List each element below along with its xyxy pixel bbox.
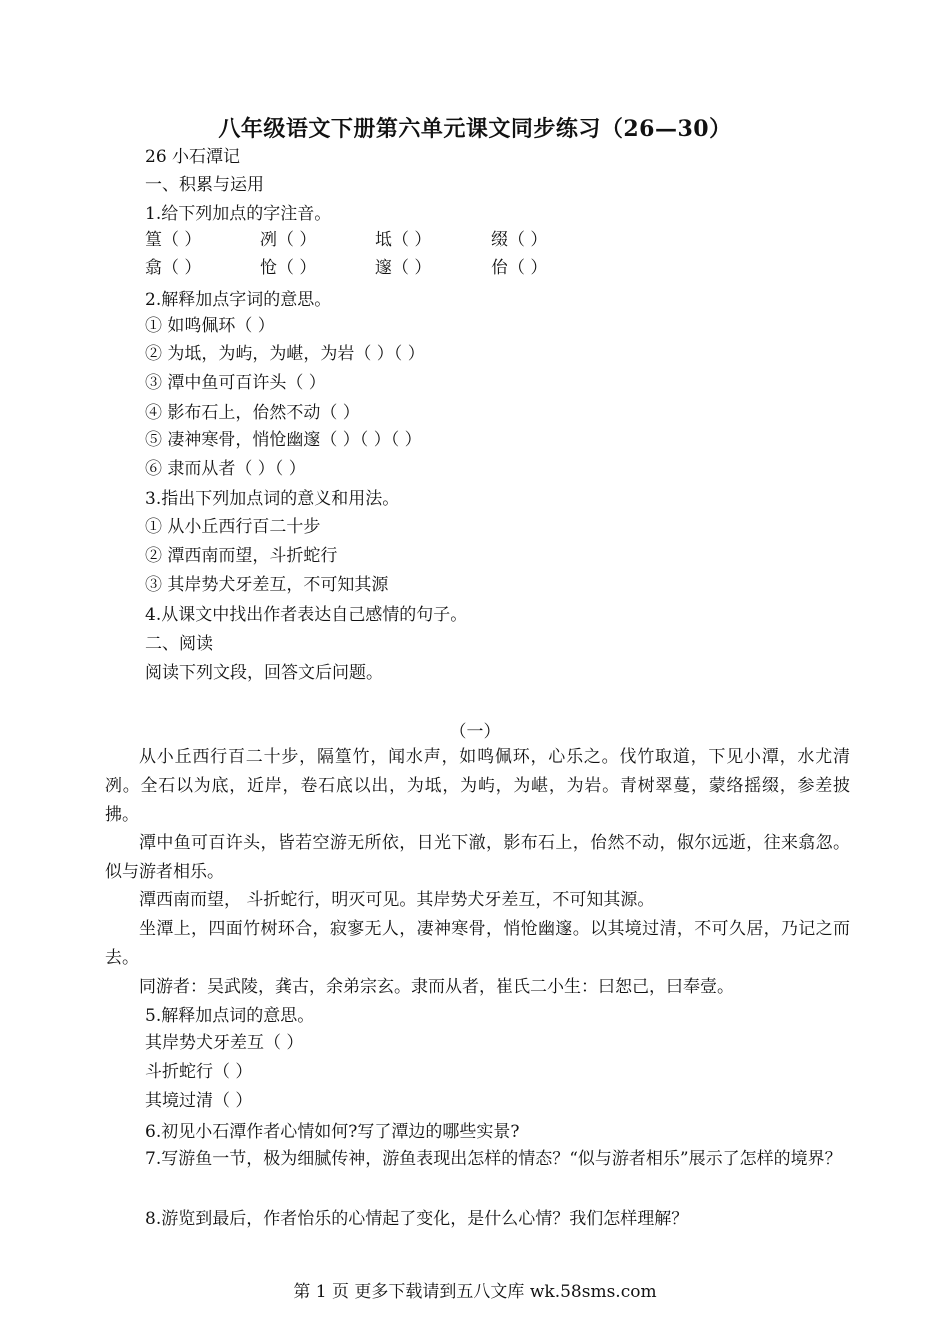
pinyin-item: 篁（ ） xyxy=(145,230,202,250)
passage-paragraph: 潭中鱼可百许头，皆若空游无所依，日光下澈，影布石上，佁然不动，俶尔远逝，往来翕忽。似与游者相乐。 xyxy=(105,833,850,882)
passage-paragraph: 潭西南而望， 斗折蛇行，明灭可见。其岸势犬牙差互，不可知其源。 xyxy=(139,890,655,910)
page-title: 八年级语文下册第六单元课文同步练习（26—30） xyxy=(218,116,732,142)
question-3: 3.指出下列加点词的意义和用法。 xyxy=(145,489,400,509)
question-3-item: ③ 其岸势犬牙差互，不可知其源 xyxy=(145,575,389,595)
question-5-item: 其境过清（ ） xyxy=(145,1091,253,1111)
question-5-item: 其岸势犬牙差互（ ） xyxy=(145,1033,304,1053)
question-2-item: ④ 影布石上，佁然不动（ ） xyxy=(145,403,360,423)
question-5: 5.解释加点词的意思。 xyxy=(145,1006,315,1026)
passage-label: （一） xyxy=(449,722,501,742)
passage-paragraph: 同游者：吴武陵，龚古，余弟宗玄。隶而从者，崔氏二小生：曰恕己，曰奉壹。 xyxy=(139,977,734,997)
question-2-item: ① 如鸣佩环（ ） xyxy=(145,316,275,336)
question-2-item: ⑤ 凄神寒骨，悄怆幽邃（ ）（ ）（ ） xyxy=(145,430,422,450)
question-2-item: ② 为坻，为屿，为嵁，为岩（ ）（ ） xyxy=(145,344,425,364)
question-5-item: 斗折蛇行（ ） xyxy=(145,1062,253,1082)
passage-paragraph: 坐潭上，四面竹树环合，寂寥无人，凄神寒骨，悄怆幽邃。以其境过清，不可久居，乃记之而去。 xyxy=(105,919,850,968)
lesson-title: 26 小石潭记 xyxy=(145,147,241,167)
question-2: 2.解释加点字词的意思。 xyxy=(145,290,332,310)
section-heading-1: 一、积累与运用 xyxy=(145,175,264,195)
reading-instruction: 阅读下列文段，回答文后问题。 xyxy=(145,663,383,683)
question-3-item: ② 潭西南而望，斗折蛇行 xyxy=(145,546,338,566)
question-1: 1.给下列加点的字注音。 xyxy=(145,204,332,224)
question-6: 6.初见小石潭作者心情如何?写了潭边的哪些实景? xyxy=(145,1122,520,1142)
pinyin-item: 缀（ ） xyxy=(491,230,548,250)
question-7: 7.写游鱼一节，极为细腻传神，游鱼表现出怎样的情态？“似与游者相乐”展示了怎样的境界？ xyxy=(145,1149,842,1169)
pinyin-item: 坻（ ） xyxy=(375,230,432,250)
question-4: 4.从课文中找出作者表达自己感情的句子。 xyxy=(145,605,468,625)
pinyin-item: 怆（ ） xyxy=(260,258,317,278)
pinyin-item: 佁（ ） xyxy=(491,258,548,278)
question-8: 8.游览到最后，作者怡乐的心情起了变化，是什么心情？我们怎样理解？ xyxy=(145,1209,689,1229)
question-2-item: ⑥ 隶而从者（ ）（ ） xyxy=(145,459,306,479)
pinyin-item: 邃（ ） xyxy=(375,258,432,278)
pinyin-item: 翕（ ） xyxy=(145,258,202,278)
section-heading-2: 二、阅读 xyxy=(145,634,213,654)
question-3-item: ① 从小丘西行百二十步 xyxy=(145,517,321,537)
question-2-item: ③ 潭中鱼可百许头（ ） xyxy=(145,373,326,393)
pinyin-item: 冽（ ） xyxy=(260,230,317,250)
passage-paragraph: 从小丘西行百二十步，隔篁竹，闻水声，如鸣佩环，心乐之。伐竹取道，下见小潭，水尤清冽。全石以为底，近岸，卷石底以出，为坻，为屿，为嵁，为岩。青树翠蔓，蒙络摇缀，参差披拂。 xyxy=(105,747,850,825)
page-footer: 第 1 页 更多下载请到五八文库 wk.58sms.com xyxy=(293,1282,657,1302)
